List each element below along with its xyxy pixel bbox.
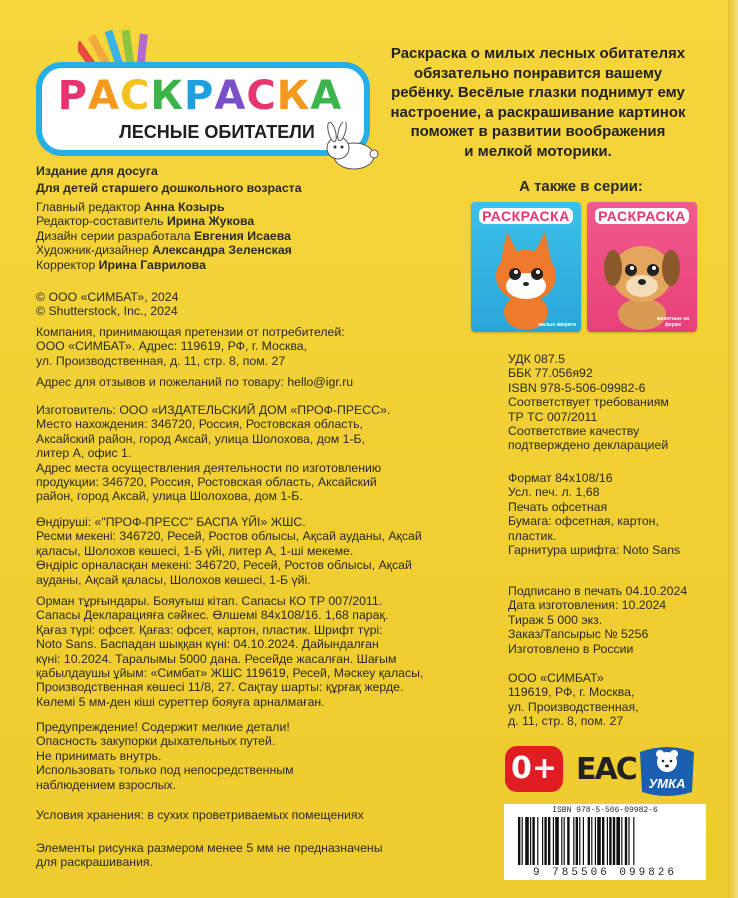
age-rating-badge: 0+ [505,746,563,792]
bunny-icon [318,122,382,174]
feedback-line: Адрес для отзывов и пожеланий по товару: hello@igr.ru [36,375,354,389]
credit-row: Художник-дизайнер Александра Зеленская [36,243,292,258]
kazakh-manufacturer-block: Өндіруші: «"ПРОФ-ПРЕСС" БАСПА ҮЙІ» ЖШС. Ресми мекені: 346720, Ресей, Ростов облысы, Ақсай ауданы, Ақсай қаласы, Шолохов көшесі, 1-Б үйі, литер А, 1-ші мекеме. Өндіріс орналасқан мекені: 346720, Ресей, Ростов облысы, Ақсай ауданы, Ақсай қаласы, Шолохов көшесі, 1-Б үйі. [36,515,422,587]
claims-block: Компания, принимающая претензии от потребителей: ООО «СИМБАТ». Адрес: 119619, РФ, г. Москва, ул. Производственная, д. 11, стр. 8, пом. 27 [36,325,345,368]
series-cover-2 [587,202,697,332]
fox-icon [471,202,581,332]
credits-list [36,200,292,272]
umka-logo-icon [636,742,698,800]
series-heading: А также в серии: [519,178,643,195]
logo-title: РАСКРАСКА [57,73,343,119]
classification-block: УДК 087.5 ББК 77.056я92 ISBN 978-5-506-09982-6 Соответствует требованиям ТР ТС 007/2011 Соответствие качеству подтверждено декларацией [508,352,669,453]
copyright-block: © ООО «СИМБАТ», 2024 © Shutterstock, Inc., 2024 [36,290,179,319]
credit-row: Дизайн серии разработала Евгения Исаева [36,228,292,243]
barcode-digits: 9 785506 099826 [532,867,678,879]
cover-title: РАСКРАСКА [479,208,573,224]
credit-row: Корректор Ирина Гаврилова [36,257,206,272]
page-edge [728,0,738,898]
cover-subtitle: милые зверята [538,322,576,328]
credit-row: Редактор-составитель Ирина Жукова [36,214,255,229]
cover-subtitle: животные на ферме [656,316,690,328]
isbn-barcode [504,804,706,880]
publisher-address: ООО «СИМБАТ» 119619, РФ, г. Москва, ул. Производственная, д. 11, стр. 8, пом. 27 [508,671,639,729]
series-cover-1 [471,202,581,332]
manufacturer-block: Изготовитель: ООО «ИЗДАТЕЛЬСКИЙ ДОМ «ПРОФ-ПРЕСС». Место нахождения: 346720, Россия, Ростовская область, Аксайский район, город Аксай, улица Шолохова, дом 1-Б, литер А, офис 1. Адрес места осуществления деятельности по изготовлению продукции: 346720, Россия, Ростовская область, Аксайский район, город Аксай, улица Шолохова, дом 1-Б. [36,403,391,504]
print-info-block: Подписано в печать 04.10.2024 Дата изготовления: 10.2024 Тираж 5 000 экз. Заказ/Тапсырыс № 5256 Изготовлено в России [508,584,688,656]
elements-note: Элементы рисунка размером менее 5 мм не предназначены для раскрашивания. [36,841,383,870]
eac-mark-icon: EAC [576,752,636,787]
kazakh-specs-block: Орман тұрғындары. Бояуғыш кітап. Сапасы КО ТР 007/2011. Сапасы Декларацияға сәйкес. Өлшемі 84х108/16. 1,68 парақ. Қағаз түрі: офсет. Қағаз: офсет, картон, пластик. Шрифт түрі: Noto Sans. Баспадан шыққан күні: 04.10.2024. Дайындалған күні: 10.2024. Таралымы 5000 дана. Ресейде жасалған. Шағым қабылдаушы ұйым: «Симбат» ЖШС 119619, Ресей, Мәскеу қаласы, Производственная көшесі 11/8, 27. Сақтау шарты: құрғақ жерде. Көлемі 5 мм-ден кіші суреттер бояуға арналмаған. [36,594,424,709]
imprint-intro: Издание для досуга Для детей старшего дошкольного возраста [36,164,302,196]
umka-logo-text: УМКА [648,776,686,791]
puppy-icon [587,202,697,332]
description-text: Раскраска о милых лесных обитателях обязательно понравится вашему ребёнку. Весёлые глазки поднимут ему настроение, а раскрашивание картинок поможет в развитии воображения и мелкой моторики. [390,45,686,160]
storage-conditions: Условия хранения: в сухих проветриваемых помещениях [36,808,364,822]
credit-row: Главный редактор Анна Козырь [36,200,225,214]
logo-subtitle: ЛЕСНЫЕ ОБИТАТЕЛИ [119,122,315,142]
format-block: Формат 84х108/16 Усл. печ. л. 1,68 Печать офсетная Бумага: офсетная, картон, пластик. Гарнитура шрифта: Noto Sans [508,471,681,558]
barcode-isbn-text: ISBN 978-5-506-09982-6 [552,806,658,815]
cover-title: РАСКРАСКА [595,208,689,224]
warning-block: Предупреждение! Содержит мелкие детали! Опасность закупорки дыхательных путей. Не принимать внутрь. Использовать только под непосредственным наблюдением взрослых. [36,720,294,792]
